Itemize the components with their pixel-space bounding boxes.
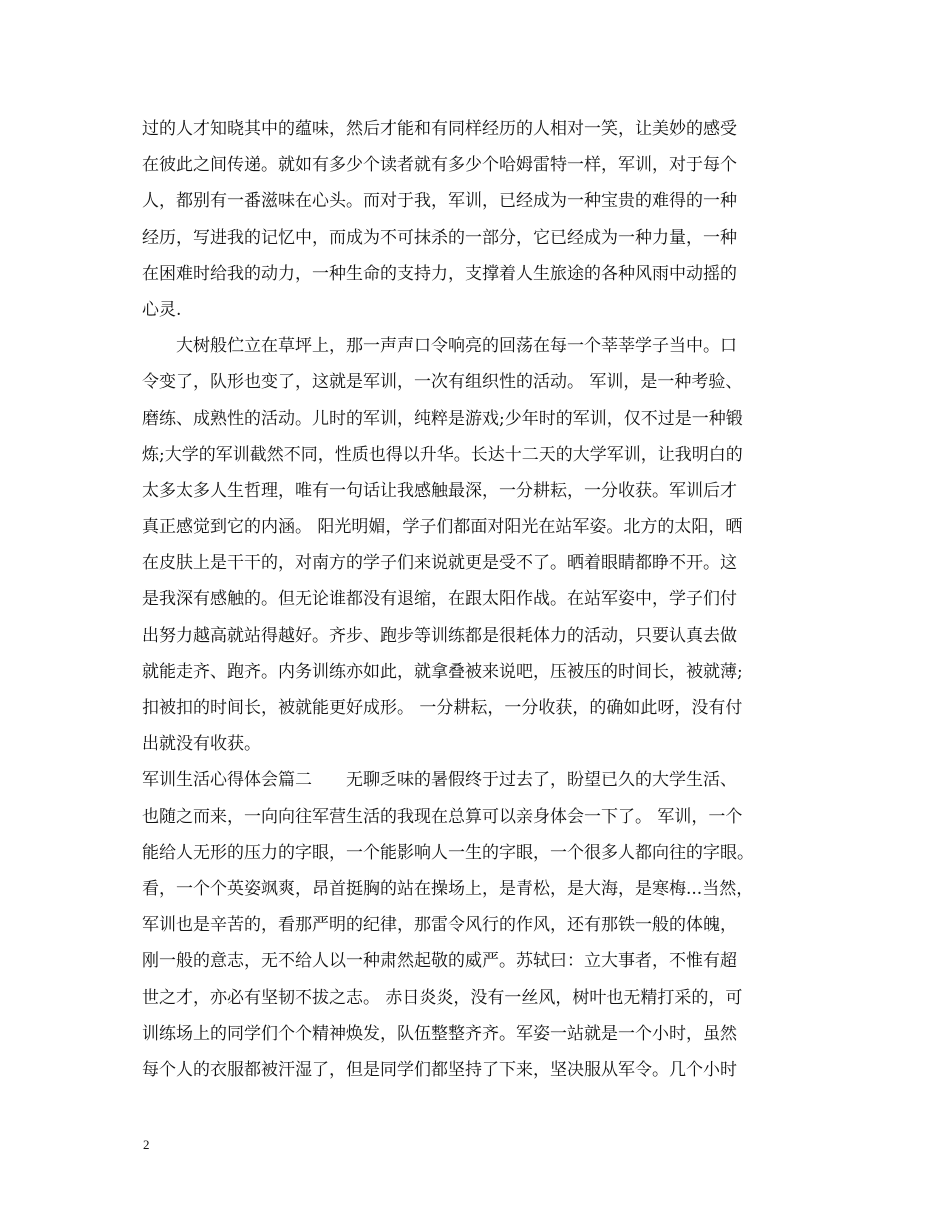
text-line: 大树般伫立在草坪上，那一声声口令响亮的回荡在每一个莘莘学子当中。口 bbox=[142, 336, 737, 357]
text-line: 看，一个个英姿飒爽，昂首挺胸的站在操场上，是青松，是大海，是寒梅...当然， bbox=[142, 878, 754, 899]
text-line: 真正感觉到它的内涵。 阳光明媚，学子们都面对阳光在站军姿。北方的太阳，晒 bbox=[142, 517, 743, 538]
text-line: 磨练、成熟性的活动。儿时的军训，纯粹是游戏;少年时的军训，仅不过是一种锻 bbox=[142, 408, 743, 429]
text-line: 出努力越高就站得越好。齐步、跑步等训练都是很耗体力的活动，只要认真去做 bbox=[142, 625, 737, 646]
text-line: 在皮肤上是干干的，对南方的学子们来说就更是受不了。晒着眼睛都睁不开。这 bbox=[142, 553, 737, 574]
text-line: 经历，写进我的记忆中，而成为不可抹杀的一部分，它已经成为一种力量，一种 bbox=[142, 227, 737, 248]
text-line: 扣被扣的时间长，被就能更好成形。 一分耕耘，一分收获，的确如此呀，没有付 bbox=[142, 698, 743, 718]
text-line: 是我深有感触的。但无论谁都没有退缩，在跟太阳作战。在站军姿中，学子们付 bbox=[142, 589, 737, 610]
text-line: 就能走齐、跑齐。内务训练亦如此，就拿叠被来说吧，压被压的时间长，被就薄; bbox=[142, 661, 743, 682]
body-text bbox=[142, 111, 822, 1088]
text-line: 炼;大学的军训截然不同，性质也得以升华。长达十二天的大学军训，让我明白的 bbox=[142, 444, 743, 465]
text-line: 人，都别有一番滋味在心头。而对于我，军训，已经成为一种宝贵的难得的一种 bbox=[142, 191, 737, 212]
text-line: 心灵. bbox=[142, 299, 182, 320]
text-line: 也随之而来，一向向往军营生活的我现在总算可以亲身体会一下了。 军训，一个 bbox=[142, 806, 743, 827]
text-line: 能给人无形的压力的字眼，一个能影响人一生的字眼，一个很多人都向往的字眼。 bbox=[142, 842, 754, 863]
text-line: 太多太多人生哲理，唯有一句话让我感触最深，一分耕耘，一分收获。军训后才 bbox=[142, 480, 737, 501]
page-number: 2 bbox=[143, 1137, 150, 1152]
text-line: 刚一般的意志，无不给人以一种肃然起敬的威严。苏轼曰：立大事者，不惟有超 bbox=[142, 951, 737, 972]
section-heading-line: 军训生活心得体会篇二 无聊乏味的暑假终于过去了，盼望已久的大学生活、 bbox=[142, 770, 737, 791]
text-line: 在彼此之间传递。就如有多少个读者就有多少个哈姆雷特一样，军训，对于每个 bbox=[142, 155, 737, 176]
text-line: 在困难时给我的动力，一种生命的支持力，支撑着人生旅途的各种风雨中动摇的 bbox=[142, 263, 737, 284]
text-line: 令变了，队形也变了，这就是军训，一次有组织性的活动。 军训，是一种考验、 bbox=[142, 372, 743, 393]
text-line: 每个人的衣服都被汗湿了，但是同学们都坚持了下来，坚决服从军令。几个小时 bbox=[142, 1059, 737, 1080]
text-line: 军训也是辛苦的，看那严明的纪律，那雷令风行的作风，还有那铁一般的体魄， bbox=[142, 915, 737, 936]
text-line: 过的人才知晓其中的蕴味，然后才能和有同样经历的人相对一笑，让美妙的感受 bbox=[142, 119, 737, 139]
text-line: 训练场上的同学们个个精神焕发，队伍整整齐齐。军姿一站就是一个小时，虽然 bbox=[142, 1023, 737, 1044]
text-line: 出就没有收获。 bbox=[142, 734, 261, 755]
text-line: 世之才，亦必有坚韧不拔之志。 赤日炎炎，没有一丝风，树叶也无精打采的，可 bbox=[142, 987, 743, 1008]
